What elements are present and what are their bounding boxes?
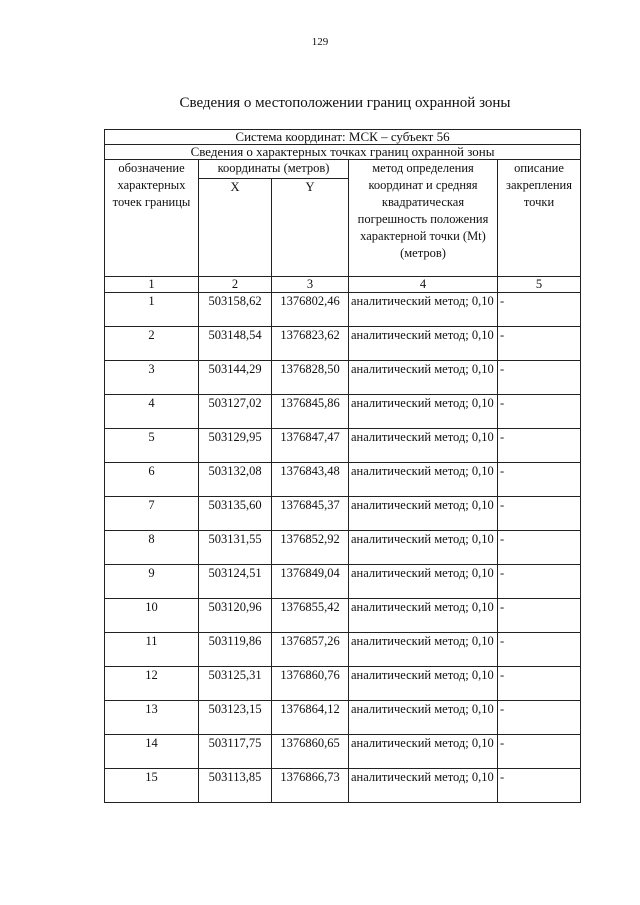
description-cell: - <box>498 769 581 803</box>
method-cell: аналитический метод; 0,10 <box>349 463 498 497</box>
description-cell: - <box>498 701 581 735</box>
description-cell: - <box>498 361 581 395</box>
table-row <box>105 735 581 769</box>
y-coordinate: 1376852,92 <box>272 531 349 565</box>
designation-header: обозначение характерных точек границы <box>105 160 199 277</box>
table-row <box>105 463 581 497</box>
column-number-3: 3 <box>272 277 349 293</box>
point-number: 7 <box>105 497 199 531</box>
y-coordinate: 1376849,04 <box>272 565 349 599</box>
point-number: 8 <box>105 531 199 565</box>
x-coordinate: 503129,95 <box>199 429 272 463</box>
method-cell: аналитический метод; 0,10 <box>349 565 498 599</box>
method-cell: аналитический метод; 0,10 <box>349 327 498 361</box>
point-number: 3 <box>105 361 199 395</box>
coordinate-system-row: Система координат: МСК – субъект 56 <box>105 130 581 145</box>
table-row <box>105 633 581 667</box>
table-row <box>105 497 581 531</box>
column-number-1: 1 <box>105 277 199 293</box>
point-number: 6 <box>105 463 199 497</box>
table-row <box>105 701 581 735</box>
description-cell: - <box>498 327 581 361</box>
method-cell: аналитический метод; 0,10 <box>349 361 498 395</box>
coordinates-header: координаты (метров) <box>199 160 349 179</box>
x-coordinate: 503113,85 <box>199 769 272 803</box>
y-coordinate: 1376828,50 <box>272 361 349 395</box>
description-cell: - <box>498 667 581 701</box>
point-number: 1 <box>105 293 199 327</box>
table-row <box>105 429 581 463</box>
table-row <box>105 395 581 429</box>
description-cell: - <box>498 429 581 463</box>
point-number: 12 <box>105 667 199 701</box>
y-coordinate: 1376845,86 <box>272 395 349 429</box>
y-coordinate: 1376855,42 <box>272 599 349 633</box>
method-cell: аналитический метод; 0,10 <box>349 633 498 667</box>
method-header: метод определения координат и средняя квадратическая погрешность положения характерной точки (Mt) (метров) <box>349 160 498 277</box>
point-number: 9 <box>105 565 199 599</box>
y-coordinate: 1376843,48 <box>272 463 349 497</box>
description-cell: - <box>498 599 581 633</box>
column-number-5: 5 <box>498 277 581 293</box>
x-coordinate: 503148,54 <box>199 327 272 361</box>
x-coordinate: 503120,96 <box>199 599 272 633</box>
description-cell: - <box>498 395 581 429</box>
y-coordinate: 1376823,62 <box>272 327 349 361</box>
method-cell: аналитический метод; 0,10 <box>349 497 498 531</box>
x-coordinate: 503158,62 <box>199 293 272 327</box>
x-coordinate: 503132,08 <box>199 463 272 497</box>
description-cell: - <box>498 565 581 599</box>
column-number-4: 4 <box>349 277 498 293</box>
column-number-2: 2 <box>199 277 272 293</box>
x-header: X <box>199 179 272 277</box>
point-number: 4 <box>105 395 199 429</box>
method-cell: аналитический метод; 0,10 <box>349 769 498 803</box>
description-cell: - <box>498 293 581 327</box>
description-cell: - <box>498 633 581 667</box>
description-header: описание закрепления точки <box>498 160 581 277</box>
y-coordinate: 1376860,65 <box>272 735 349 769</box>
point-number: 13 <box>105 701 199 735</box>
table-row <box>105 327 581 361</box>
table-row <box>105 293 581 327</box>
method-cell: аналитический метод; 0,10 <box>349 667 498 701</box>
table-row <box>105 599 581 633</box>
point-number: 5 <box>105 429 199 463</box>
description-cell: - <box>498 463 581 497</box>
method-cell: аналитический метод; 0,10 <box>349 735 498 769</box>
y-header: Y <box>272 179 349 277</box>
x-coordinate: 503131,55 <box>199 531 272 565</box>
method-cell: аналитический метод; 0,10 <box>349 395 498 429</box>
description-cell: - <box>498 735 581 769</box>
y-coordinate: 1376860,76 <box>272 667 349 701</box>
y-coordinate: 1376847,47 <box>272 429 349 463</box>
x-coordinate: 503124,51 <box>199 565 272 599</box>
point-number: 10 <box>105 599 199 633</box>
x-coordinate: 503117,75 <box>199 735 272 769</box>
x-coordinate: 503119,86 <box>199 633 272 667</box>
y-coordinate: 1376866,73 <box>272 769 349 803</box>
document-title: Сведения о местоположении границ охранной зоны <box>179 95 511 111</box>
points-info-row: Сведения о характерных точках границ охранной зоны <box>105 145 581 160</box>
table-row <box>105 565 581 599</box>
x-coordinate: 503135,60 <box>199 497 272 531</box>
point-number: 15 <box>105 769 199 803</box>
y-coordinate: 1376864,12 <box>272 701 349 735</box>
x-coordinate: 503123,15 <box>199 701 272 735</box>
y-coordinate: 1376845,37 <box>272 497 349 531</box>
method-cell: аналитический метод; 0,10 <box>349 293 498 327</box>
table-row <box>105 769 581 803</box>
x-coordinate: 503125,31 <box>199 667 272 701</box>
x-coordinate: 503144,29 <box>199 361 272 395</box>
description-cell: - <box>498 531 581 565</box>
table-row <box>105 667 581 701</box>
boundary-points-table <box>104 129 581 803</box>
x-coordinate: 503127,02 <box>199 395 272 429</box>
page-number: 129 <box>311 36 329 48</box>
method-cell: аналитический метод; 0,10 <box>349 599 498 633</box>
point-number: 14 <box>105 735 199 769</box>
y-coordinate: 1376857,26 <box>272 633 349 667</box>
description-cell: - <box>498 497 581 531</box>
point-number: 11 <box>105 633 199 667</box>
table-row <box>105 361 581 395</box>
method-cell: аналитический метод; 0,10 <box>349 701 498 735</box>
method-cell: аналитический метод; 0,10 <box>349 531 498 565</box>
method-cell: аналитический метод; 0,10 <box>349 429 498 463</box>
point-number: 2 <box>105 327 199 361</box>
table-row <box>105 531 581 565</box>
y-coordinate: 1376802,46 <box>272 293 349 327</box>
